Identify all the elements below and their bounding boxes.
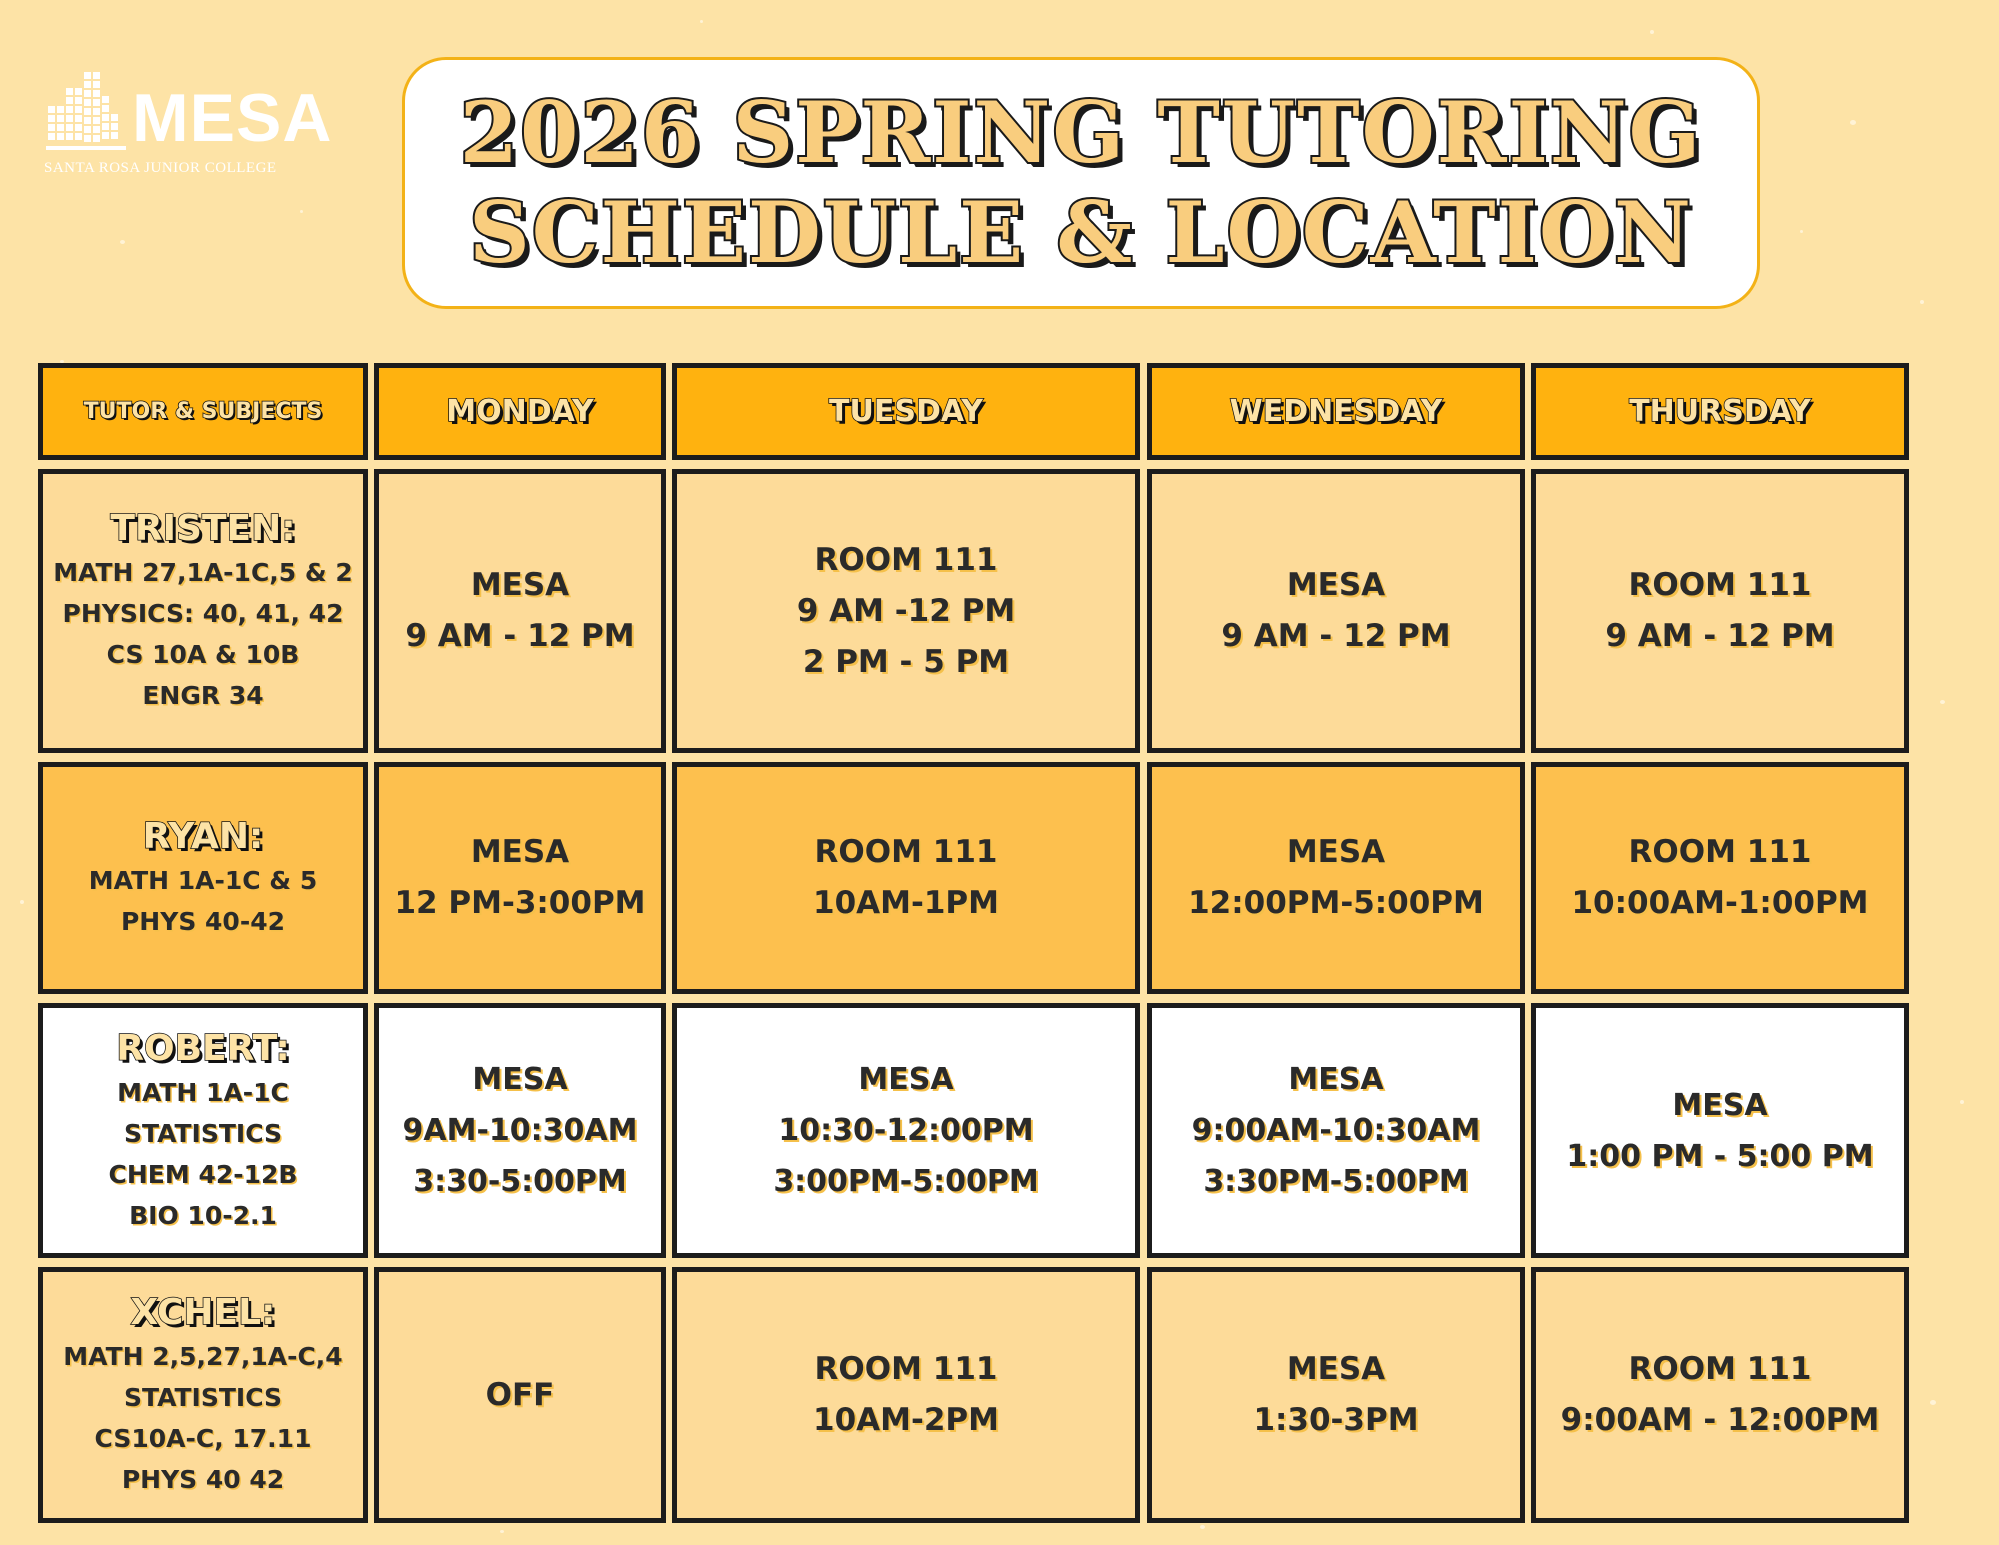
schedule-cell [1147, 1267, 1525, 1523]
time-text: 2 PM - 5 PM [802, 643, 1010, 680]
tutor-subject: MATH 2,5,27,1A-C,4 [63, 1342, 343, 1371]
logo-wordmark: MESA [132, 80, 333, 156]
schedule-cell [374, 1267, 666, 1523]
tutor-cell [38, 1267, 368, 1523]
schedule-cell [672, 1267, 1140, 1523]
schedule-cell [672, 1003, 1140, 1258]
header-label: WEDNESDAY [1229, 394, 1443, 429]
tutor-name: RYAN: [142, 816, 264, 857]
time-text: 10AM-2PM [813, 1402, 999, 1438]
tutor-subject: ENGR 34 [142, 681, 264, 710]
header-day [1147, 363, 1525, 460]
time-text: 9 AM -12 PM [796, 592, 1016, 629]
location-text: MESA [858, 1062, 954, 1097]
tutor-subject: PHYS 40-42 [120, 907, 285, 936]
location-text: MESA [1286, 834, 1386, 870]
time-text: 12:00PM-5:00PM [1188, 885, 1484, 921]
schedule-cell [1531, 1267, 1909, 1523]
header-label: MONDAY [446, 394, 594, 429]
title-banner [402, 57, 1760, 309]
title-line-1: 2026 SPRING TUTORING [459, 83, 1703, 182]
time-text: 9 AM - 12 PM [1605, 618, 1835, 654]
tutor-subject: MATH 1A-1C [117, 1077, 289, 1107]
time-text: 12 PM-3:00PM [394, 885, 646, 921]
logo-subtitle: SANTA ROSA JUNIOR COLLEGE [44, 160, 277, 176]
time-text: 1:00 PM - 5:00 PM [1566, 1138, 1874, 1174]
time-text: 9 AM - 12 PM [1221, 618, 1451, 654]
location-text: ROOM 111 [1628, 834, 1812, 870]
tutor-subject: BIO 10-2.1 [129, 1200, 277, 1230]
header-label: TUESDAY [829, 394, 983, 429]
tutor-subject: PHYS 40 42 [121, 1465, 285, 1494]
time-text: 1:30-3PM [1253, 1402, 1419, 1438]
tutor-cell [38, 1003, 368, 1258]
tutor-subject: STATISTICS [123, 1383, 283, 1412]
time-text: 9:00AM - 12:00PM [1560, 1402, 1880, 1438]
location-text: MESA [1672, 1087, 1768, 1123]
schedule-cell [1531, 762, 1909, 994]
tutor-subject: MATH 27,1A-1C,5 & 2 [53, 558, 353, 587]
header-day [374, 363, 666, 460]
header-day [1531, 363, 1909, 460]
schedule-cell [672, 469, 1140, 753]
location-text: MESA [1286, 567, 1386, 603]
tutor-subject: CHEM 42-12B [108, 1159, 298, 1189]
tutor-name: TRISTEN: [110, 508, 296, 549]
location-text: MESA [1288, 1062, 1384, 1097]
schedule-cell [374, 1003, 666, 1258]
tutor-subject: CS 10A & 10B [106, 640, 300, 669]
schedule-cell [1531, 469, 1909, 753]
time-text: 3:30PM-5:00PM [1203, 1164, 1469, 1199]
header-day [672, 363, 1140, 460]
time-text: 10:00AM-1:00PM [1571, 885, 1869, 921]
time-text: 3:30-5:00PM [413, 1164, 627, 1199]
tutor-subject: STATISTICS [123, 1118, 283, 1148]
time-text: 9 AM - 12 PM [405, 618, 635, 654]
time-text: 10:30-12:00PM [778, 1113, 1034, 1148]
location-text: ROOM 111 [1628, 1351, 1812, 1387]
location-text: MESA [1286, 1351, 1386, 1387]
location-text: MESA [470, 567, 570, 603]
location-text: ROOM 111 [814, 1351, 998, 1387]
tutor-cell [38, 762, 368, 994]
time-text: 9AM-10:30AM [402, 1113, 638, 1148]
tutor-cell [38, 469, 368, 753]
location-text: ROOM 111 [814, 834, 998, 870]
tutor-subject: PHYSICS: 40, 41, 42 [62, 599, 344, 628]
schedule-cell [374, 469, 666, 753]
time-text: 10AM-1PM [813, 885, 999, 921]
schedule-cell [672, 762, 1140, 994]
title-line-2: SCHEDULE & LOCATION [469, 183, 1693, 282]
location-text: ROOM 111 [814, 541, 998, 578]
location-text: OFF [485, 1376, 555, 1413]
header-tutor-subjects [38, 363, 368, 460]
schedule-cell [1147, 1003, 1525, 1258]
schedule-cell [1147, 469, 1525, 753]
tutor-name: ROBERT: [116, 1027, 290, 1069]
schedule-cell [1147, 762, 1525, 994]
schedule-cell [374, 762, 666, 994]
location-text: ROOM 111 [1628, 567, 1812, 603]
tutor-subject: CS10A-C, 17.11 [94, 1424, 312, 1453]
time-text: 3:00PM-5:00PM [773, 1164, 1039, 1199]
time-text: 9:00AM-10:30AM [1191, 1113, 1481, 1148]
schedule-cell [1531, 1003, 1909, 1258]
header-label: THURSDAY [1629, 394, 1811, 429]
tutor-subject: MATH 1A-1C & 5 [88, 866, 318, 895]
location-text: MESA [470, 834, 570, 870]
building-logo-icon [44, 66, 130, 166]
header-label: TUTOR & SUBJECTS [83, 399, 323, 424]
tutor-name: XCHEL: [130, 1292, 276, 1333]
location-text: MESA [472, 1062, 568, 1097]
mesa-logo [44, 62, 344, 182]
